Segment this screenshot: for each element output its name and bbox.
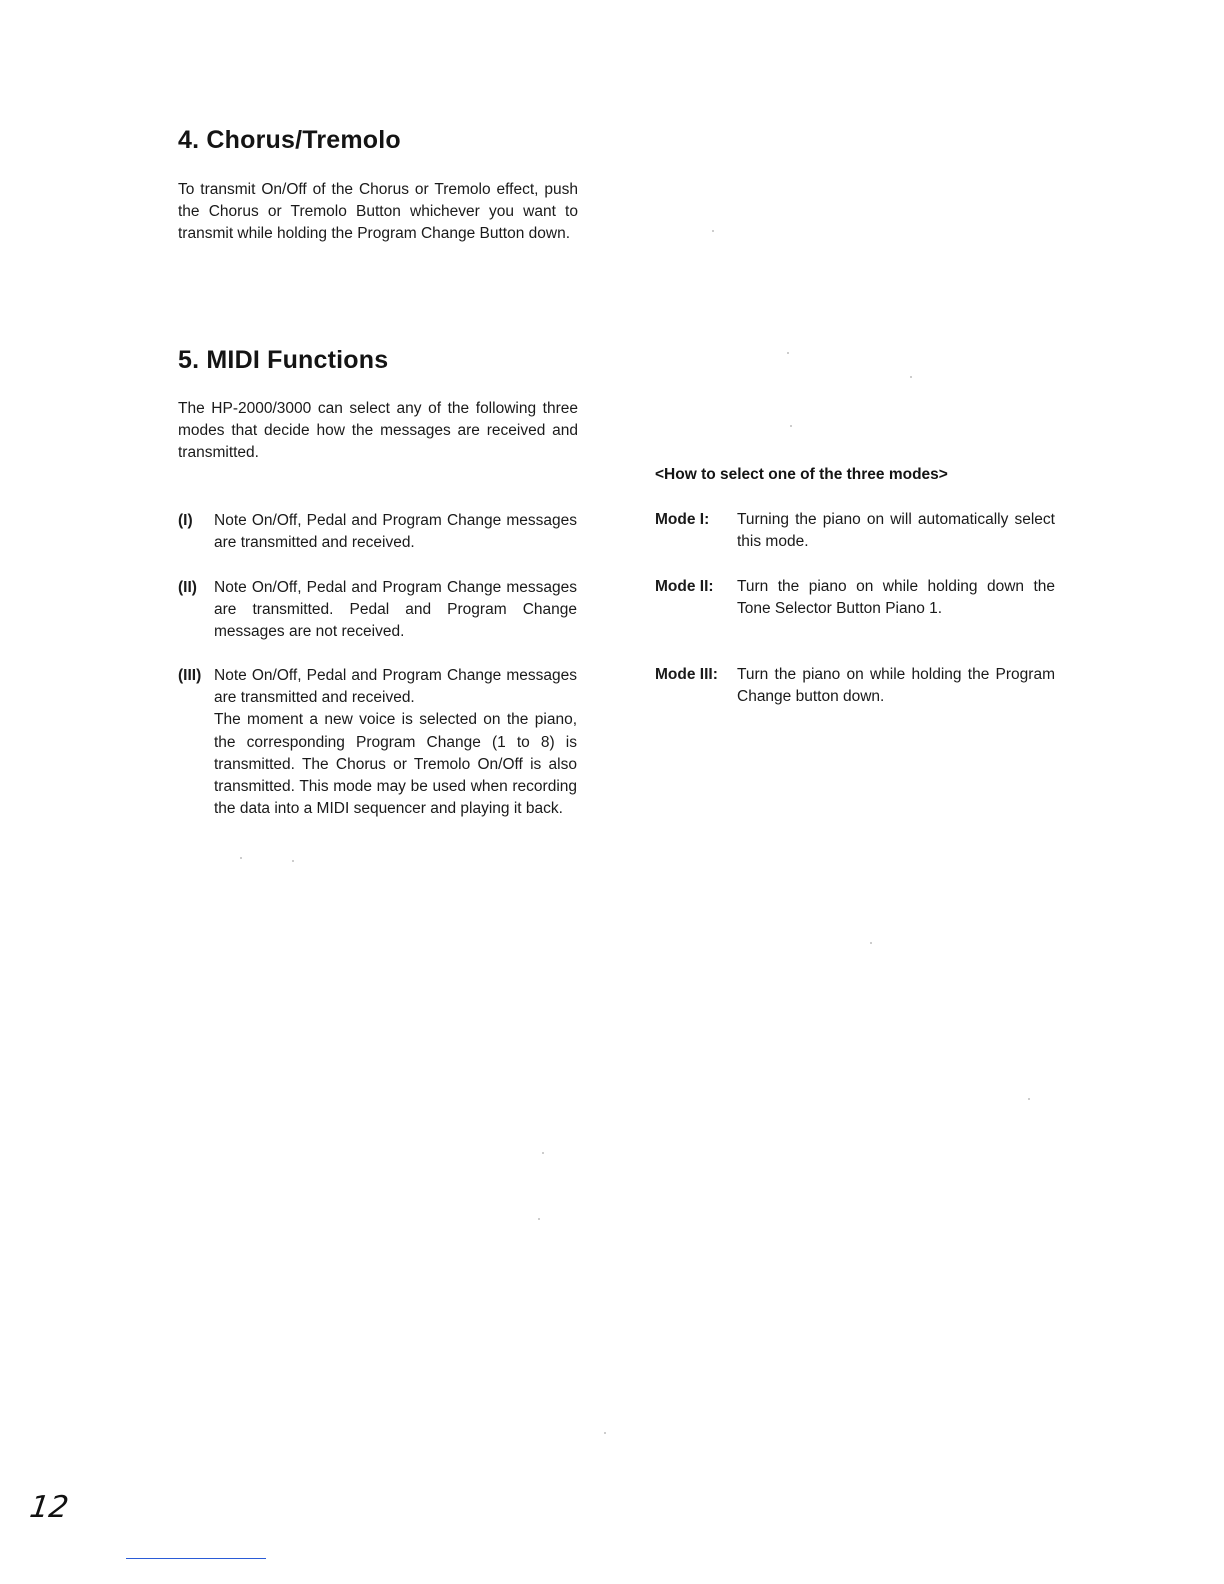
mode-text: Turning the piano on will automatically select this mode. [737, 511, 1055, 551]
scan-speck [542, 1152, 544, 1154]
mode-text: Turn the piano on while holding the Program Change button down. [737, 666, 1055, 706]
mode-label: Mode III: [655, 666, 718, 683]
scan-speck [870, 942, 872, 944]
scan-speck [910, 376, 912, 378]
mode-text: Turn the piano on while holding down the Tone Selector Button Piano 1. [737, 578, 1055, 618]
scan-speck [292, 860, 294, 862]
mode-label: Mode I: [655, 511, 710, 528]
scan-speck [604, 1432, 606, 1434]
scan-speck [240, 857, 242, 859]
list-item-mode-2 [178, 577, 578, 647]
list-marker: (III) [178, 667, 202, 684]
scan-speck [1028, 1098, 1030, 1100]
list-item-text-extra: The moment a new voice is selected on the piano, the corresponding Program Change (1 to 8) is transmitted. The Chorus or Tremolo On/Off is also transmitted. This mode may be used when recording the data into a MIDI sequencer and playing it back. [214, 711, 577, 818]
list-item-text: Note On/Off, Pedal and Program Change messages are transmitted. Pedal and Program Change messages are not received. [214, 579, 577, 641]
list-item-mode-3 [178, 665, 578, 850]
mode-row-3 [655, 664, 1055, 714]
page-number: 12 [27, 1490, 71, 1525]
mode-select-title: <How to select one of the three modes> [655, 466, 948, 483]
list-item-text [214, 665, 577, 820]
mode-row-2 [655, 576, 1055, 626]
scan-speck [787, 352, 789, 354]
mode-row-1 [655, 509, 1055, 559]
bottom-rule [126, 1558, 266, 1559]
section-5-heading: 5. MIDI Functions [178, 346, 389, 374]
section-4-heading: 4. Chorus/Tremolo [178, 126, 401, 154]
section-5-intro: The HP-2000/3000 can select any of the following three modes that decide how the messages are received and transmitted. [178, 400, 578, 462]
list-item-mode-1 [178, 510, 578, 560]
list-marker: (II) [178, 579, 197, 596]
list-item-text-main: Note On/Off, Pedal and Program Change messages are transmitted and received. [214, 667, 577, 707]
list-item-text: Note On/Off, Pedal and Program Change messages are transmitted and received. [214, 512, 577, 552]
section-4-body: To transmit On/Off of the Chorus or Tremolo effect, push the Chorus or Tremolo Button whichever you want to transmit while holding the Program Change Button down. [178, 181, 578, 243]
mode-label: Mode II: [655, 578, 714, 595]
list-marker: (I) [178, 512, 193, 529]
scan-speck [790, 425, 792, 427]
scan-speck [712, 230, 714, 232]
scan-speck [538, 1218, 540, 1220]
